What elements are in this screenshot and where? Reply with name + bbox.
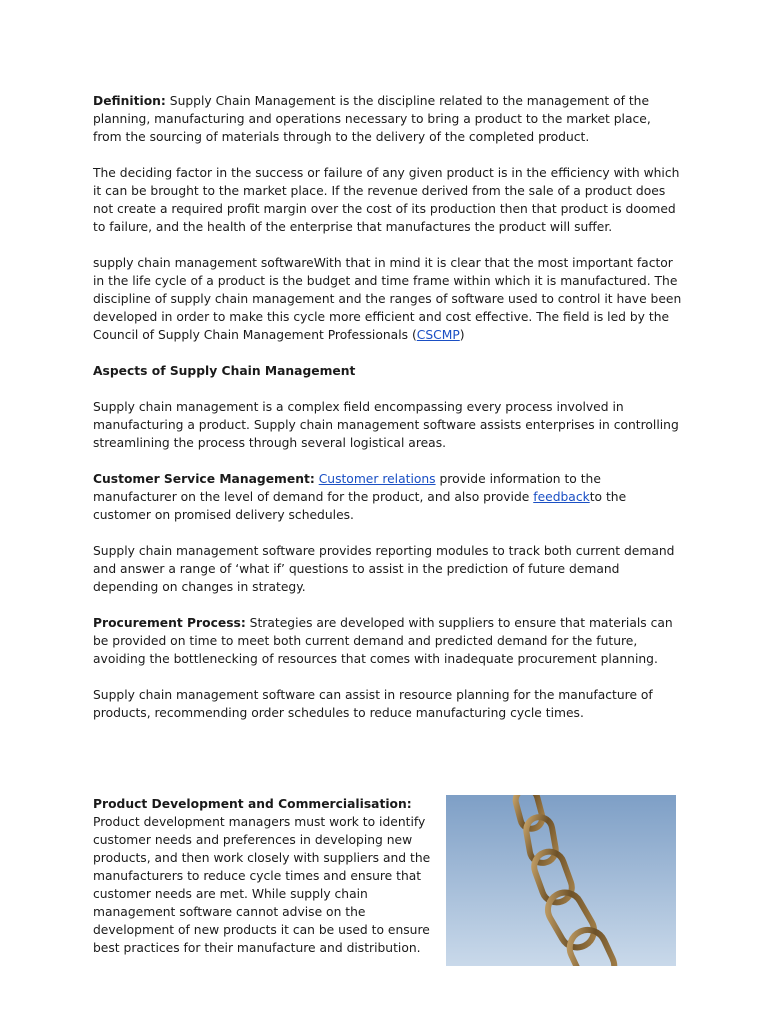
resource-planning-paragraph: Supply chain management software can assist in resource planning for the manufacture of products, recommending order schedules to reduce manufacturing cycle times.	[93, 688, 653, 720]
product-development-label: Product Development and Commercialisation:	[93, 797, 412, 811]
product-development-paragraph	[93, 795, 445, 957]
definition-label: Definition:	[93, 94, 166, 108]
customer-service-paragraph	[93, 470, 683, 524]
procurement-text: Strategies are developed with suppliers to ensure that materials can be provided on time to meet both current demand and predicted demand for the future, avoiding the bottlenecking of resources that comes with inadequate procurement planning.	[93, 616, 673, 666]
aspects-paragraph: Supply chain management is a complex field encompassing every process involved in manufacturing a product. Supply chain management software assists enterprises in controlling streamlining the process through several logistical areas.	[93, 400, 679, 450]
software-close-paren: )	[459, 328, 465, 342]
definition-paragraph	[93, 92, 683, 146]
procurement-label: Procurement Process:	[93, 616, 246, 630]
feedback-link[interactable]: feedback	[533, 490, 590, 504]
procurement-paragraph	[93, 614, 683, 668]
customer-service-text-2: to the customer on promised delivery schedules.	[93, 490, 627, 522]
customer-relations-link[interactable]: Customer relations	[318, 472, 436, 486]
deciding-factor-paragraph: The deciding factor in the success or failure of any given product is in the efficiency with which it can be brought to the market place. If the revenue derived from the sale of a product does not create a required profit margin over the cost of its production then that product is doomed to failure, and the health of the enterprise that manufactures the product will suffer.	[93, 166, 680, 234]
article-body	[93, 92, 683, 740]
software-paragraph	[93, 254, 683, 344]
chain-image	[446, 795, 676, 966]
reporting-paragraph: Supply chain management software provides reporting modules to track both current demand and answer a range of ‘what if’ questions to assist in the prediction of future demand depending on changes in strategy.	[93, 544, 675, 594]
aspects-heading-text: Aspects of Supply Chain Management	[93, 364, 356, 378]
customer-service-label: Customer Service Management:	[93, 472, 315, 486]
product-development-text: Product development managers must work to identify customer needs and preferences in developing new products, and then work closely with suppliers and the manufacturers to reduce cycle times and ensure that customer needs are met. While supply chain management software cannot advise on the development of new products it can be used to ensure best practices for their manufacture and distribution.	[93, 815, 431, 955]
aspects-heading	[93, 362, 683, 380]
definition-text: Supply Chain Management is the discipline related to the management of the planning, manufacturing and operations necessary to bring a product to the market place, from the sourcing of materials through to the delivery of the completed product.	[93, 94, 651, 144]
cscmp-link[interactable]: CSCMP	[416, 328, 460, 342]
customer-service-text-1: provide information to the manufacturer on the level of demand for the product, and also provide	[93, 472, 601, 504]
software-text: supply chain management softwareWith that in mind it is clear that the most important factor in the life cycle of a product is the budget and time frame within which it is manufactured. The discipline of supply chain management and the ranges of software used to control it have been developed in order to make this cycle more efficient and cost effective. The field is led by the Council of Supply Chain Management Professionals (	[93, 256, 682, 342]
